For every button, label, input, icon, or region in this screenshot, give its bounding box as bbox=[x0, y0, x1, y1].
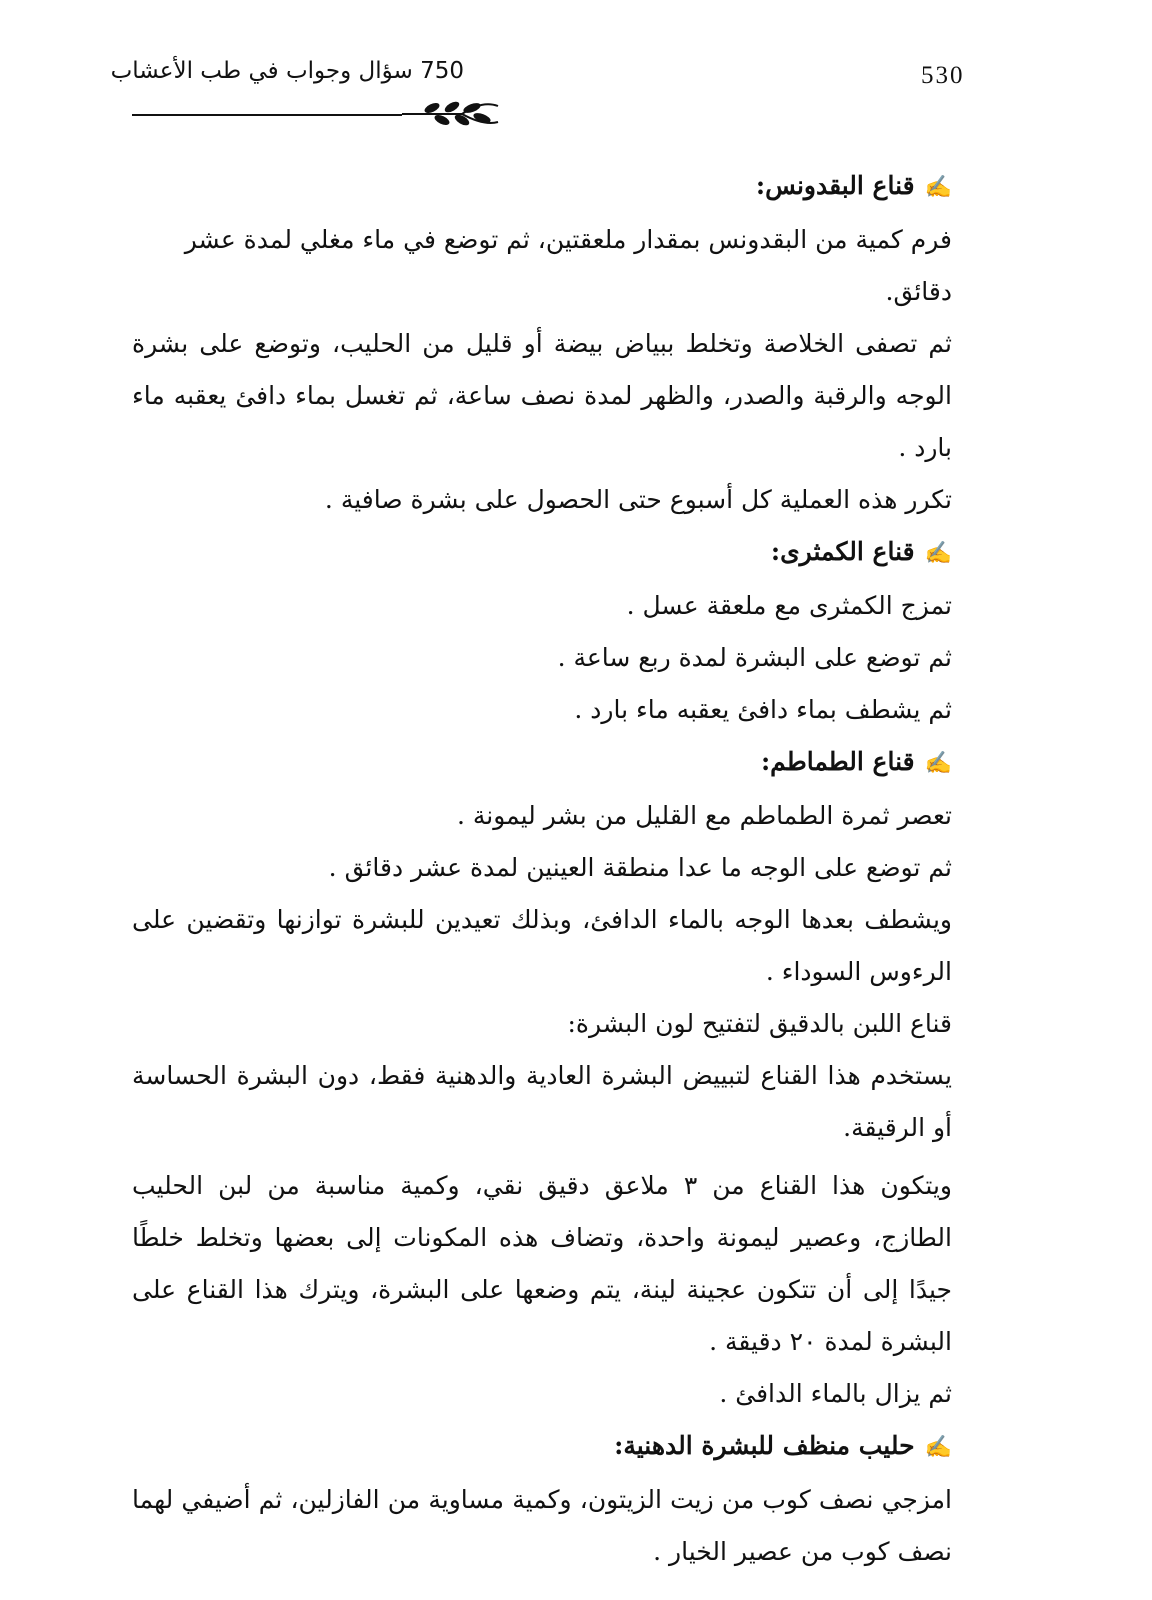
header-rule bbox=[132, 114, 402, 116]
paragraph: ويتكون هذا القناع من ٣ ملاعق دقيق نقي، وكمية مناسبة من لبن الحليب الطازج، وعصير ليمونة واحدة، وتضاف هذه المكونات إلى بعضها وتخلط خلطًا جيدًا إلى أن تتكون عجينة لينة، يتم وضعها على البشرة، ويترك هذا القناع على البشرة لمدة ٢٠ دقيقة . bbox=[132, 1171, 952, 1356]
heading-text: قناع الكمثرى: bbox=[770, 537, 915, 566]
paragraph: ثم توضع على البشرة لمدة ربع ساعة . bbox=[557, 643, 952, 672]
hand-marker-icon: ✍ bbox=[924, 751, 952, 776]
paragraph: فرم كمية من البقدونس بمقدار ملعقتين، ثم توضع في ماء مغلي لمدة عشر دقائق. bbox=[184, 225, 952, 306]
paragraph: امزجي نصف كوب من زيت الزيتون، وكمية مساوية من الفازلين، ثم أضيفي لهما نصف كوب من عصير الخيار . bbox=[132, 1485, 952, 1566]
section-heading-parsley bbox=[132, 160, 1002, 214]
page-number: 530 bbox=[921, 62, 965, 89]
heading-text: حليب منظف للبشرة الدهنية: bbox=[614, 1431, 915, 1460]
paragraph: ثم توضع على الوجه ما عدا منطقة العينين لمدة عشر دقائق . bbox=[328, 853, 952, 882]
running-title: 750 سؤال وجواب في طب الأعشاب bbox=[110, 58, 464, 84]
leaf-ornament-icon bbox=[402, 96, 502, 132]
paragraph: ويشطف بعدها الوجه بالماء الدافئ، وبذلك تعيدين للبشرة توازنها وتقضين على الرءوس السوداء . bbox=[132, 905, 952, 986]
paragraph: ثم يزال بالماء الدافئ . bbox=[719, 1379, 952, 1408]
section-heading-tomato bbox=[132, 736, 1002, 790]
section-heading-pear bbox=[132, 526, 1002, 580]
page-body bbox=[132, 160, 1002, 1578]
paragraph: يستخدم هذا القناع لتبييض البشرة العادية والدهنية فقط، دون البشرة الحساسة أو الرقيقة. bbox=[132, 1061, 952, 1142]
section-heading-cleansing-milk bbox=[132, 1420, 1002, 1474]
paragraph: تعصر ثمرة الطماطم مع القليل من بشر ليمونة . bbox=[456, 801, 952, 830]
heading-text: قناع البقدونس: bbox=[755, 171, 915, 200]
paragraph: ثم يشطف بماء دافئ يعقبه ماء بارد . bbox=[574, 695, 952, 724]
heading-text: قناع الطماطم: bbox=[760, 747, 915, 776]
paragraph: تكرر هذه العملية كل أسبوع حتى الحصول على بشرة صافية . bbox=[324, 485, 952, 514]
hand-marker-icon: ✍ bbox=[924, 1435, 952, 1460]
subheading-milk-flour: قناع اللبن بالدقيق لتفتيح لون البشرة: bbox=[567, 1009, 952, 1038]
hand-marker-icon: ✍ bbox=[924, 175, 952, 200]
paragraph: تمزج الكمثرى مع ملعقة عسل . bbox=[626, 591, 952, 620]
hand-marker-icon: ✍ bbox=[924, 541, 952, 566]
paragraph: ثم تصفى الخلاصة وتخلط ببياض بيضة أو قليل من الحليب، وتوضع على بشرة الوجه والرقبة والصدر، والظهر لمدة نصف ساعة، ثم تغسل بماء دافئ يعقبه ماء بارد . bbox=[132, 329, 952, 462]
